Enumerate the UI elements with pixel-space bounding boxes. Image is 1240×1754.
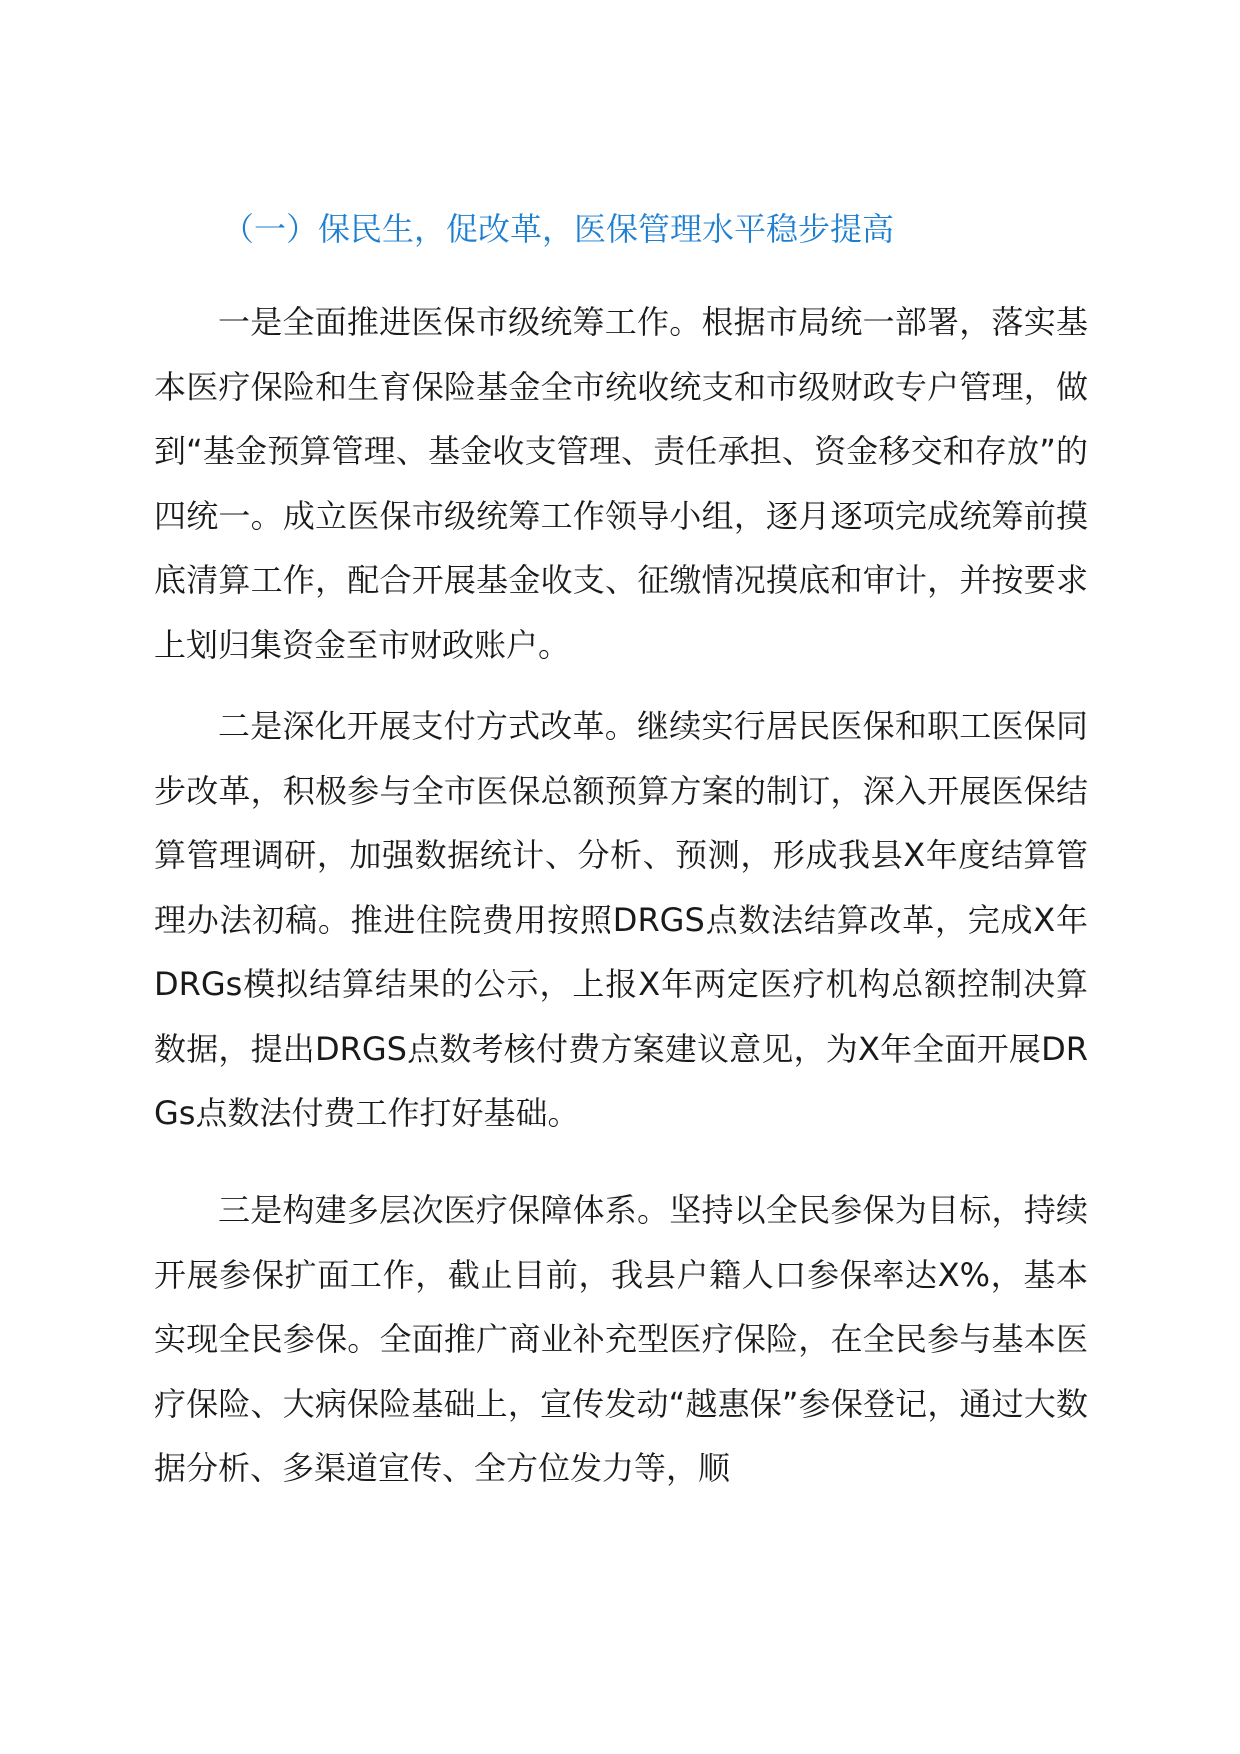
section-heading: （一）保民生，促改革，医保管理水平稳步提高 <box>222 210 895 248</box>
paragraph-1: 一是全面推进医保市级统筹工作。根据市局统一部署，落实基本医疗保险和生育保险基金全市统收统支和市级财政专户管理，做到“基金预算管理、基金收支管理、责任承担、资金移交和存放”的四统一。成立医保市级统筹工作领导小组，逐月逐项完成统筹前摸底清算工作，配合开展基金收支、征缴情况摸底和审计，并按要求上划归集资金至市财政账户。 <box>154 303 1088 664</box>
paragraph-3: 三是构建多层次医疗保障体系。坚持以全民参保为目标，持续开展参保扩面工作，截止目前，我县户籍人口参保率达X%，基本实现全民参保。全面推广商业补充型医疗保险，在全民参与基本医疗保险、大病保险基础上，宣传发动“越惠保”参保登记，通过大数据分析、多渠道宣传、全方位发力等，顺 <box>154 1191 1088 1487</box>
paragraph-2: 二是深化开展支付方式改革。继续实行居民医保和职工医保同步改革，积极参与全市医保总额预算方案的制订，深入开展医保结算管理调研，加强数据统计、分析、预测，形成我县X年度结算管理办法初稿。推进住院费用按照DRGS点数法结算改革，完成X年DRGs模拟结算结果的公示，上报X年两定医疗机构总额控制决算数据，提出DRGS点数考核付费方案建议意见，为X年全面开展DRGs点数法付费工作打好基础。 <box>154 707 1088 1132</box>
